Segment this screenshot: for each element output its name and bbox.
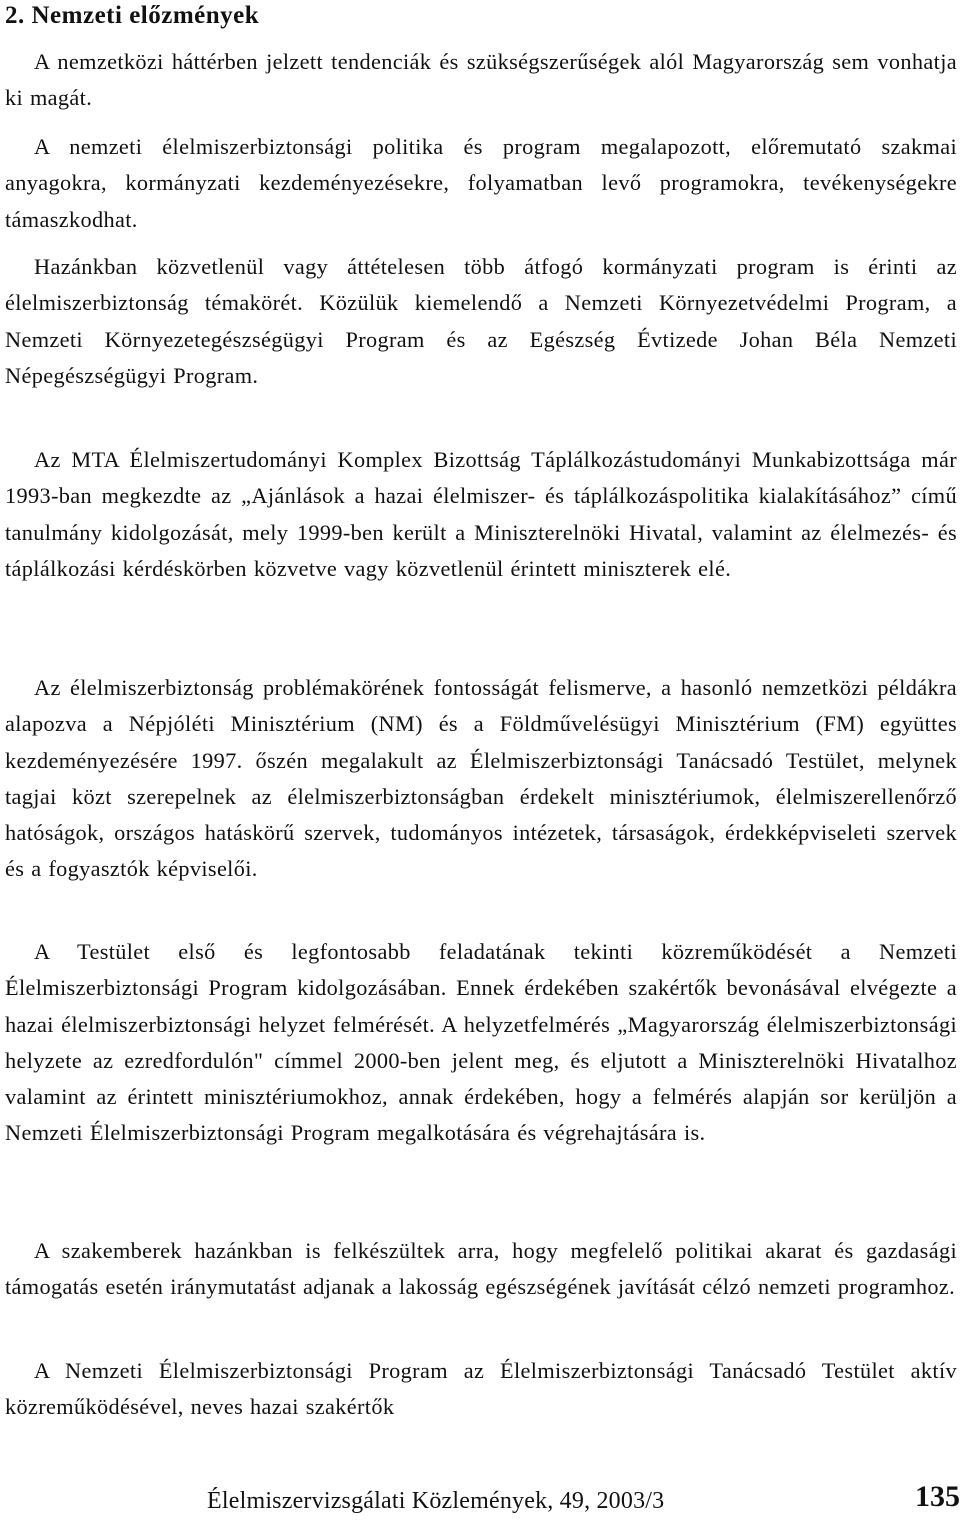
paragraph-text: A nemzeti élelmiszerbiztonsági politika és program megalapozott, előremutató szakmai anyagokra, kormányzati kezdeményezésekre, folyamatban levő programokra, tevékenységekre támaszkodhat. — [5, 134, 957, 232]
paragraph — [5, 934, 957, 1152]
paragraph — [5, 670, 957, 888]
page-footer — [5, 1480, 960, 1520]
paragraph-text: Az MTA Élelmiszertudományi Komplex Bizottság Táplálkozástudományi Munkabizottsága már 1993-ban megkezdte az „Ajánlások a hazai élelmiszer- és táplálkozáspolitika kialakításához” című tanulmány kidolgozását, mely 1999-ben került a Miniszterelnöki Hivatal, valamint az élelmezés- és táplálkozási kérdéskörben közvetve vagy közvetlenül érintett miniszterek elé. — [5, 447, 957, 581]
paragraph — [5, 442, 957, 587]
paragraph — [5, 1233, 957, 1306]
paragraph-text: Az élelmiszerbiztonság problémakörének fontosságát felismerve, a hasonló nemzetközi példákra alapozva a Népjóléti Minisztérium (NM) és a Földművelésügyi Minisztérium (FM) együttes kezdeményezésére 1997. őszén megalakult az Élelmiszerbiztonsági Tanácsadó Testület, melynek tagjai közt szerepelnek az élelmiszerbiztonságban érdekelt minisztériumok, élelmiszerellenőrző hatóságok, országos hatáskörű szervek, tudományos intézetek, társaságok, érdekképviseleti szervek és a fogyasztók képviselői. — [5, 675, 957, 882]
paragraph-text: A szakemberek hazánkban is felkészültek arra, hogy megfelelő politikai akarat és gazdasági támogatás esetén iránymutatást adjanak a lakosság egészségének javítását célzó nemzeti programhoz. — [5, 1238, 957, 1300]
paragraph — [5, 44, 957, 117]
paragraph-text: A nemzetközi háttérben jelzett tendenciák és szükségszerűségek alól Magyarország sem vonhatja ki magát. — [5, 49, 957, 111]
paragraph — [5, 129, 957, 238]
paragraph-text: A Nemzeti Élelmiszerbiztonsági Program az Élelmiszerbiztonsági Tanácsadó Testület aktív közreműködésével, neves hazai szakértők — [5, 1358, 957, 1420]
paragraph-text: Hazánkban közvetlenül vagy áttételesen több átfogó kormányzati program is érinti az élelmiszerbiztonság témakörét. Közülük kiemelendő a Nemzeti Környezetvédelmi Program, a Nemzeti Környezetegészségügyi Program és az Egészség Évtizede Johan Béla Nemzeti Népegészségügyi Program. — [5, 254, 957, 388]
section-heading: 2. Nemzeti előzmények — [5, 2, 260, 29]
journal-citation: Élelmiszervizsgálati Közlemények, 49, 2003/3 — [207, 1488, 665, 1514]
page-number: 135 — [915, 1480, 960, 1513]
paragraph — [5, 1353, 957, 1426]
paragraph-text: A Testület első és legfontosabb feladatának tekinti közreműködését a Nemzeti Élelmiszerbiztonsági Program kidolgozásában. Ennek érdekében szakértők bevonásával elvégezte a hazai élelmiszerbiztonsági helyzet felmérését. A helyzetfelmérés „Magyarország élelmiszerbiztonsági helyzete az ezredfordulón" címmel 2000-ben jelent meg, és eljutott a Miniszterelnöki Hivatalhoz valamint az érintett minisztériumokhoz, annak érdekében, hogy a felmérés alapján sor kerüljön a Nemzeti Élelmiszerbiztonsági Program megalkotására és végrehajtására is. — [5, 939, 957, 1146]
paragraph — [5, 249, 957, 394]
